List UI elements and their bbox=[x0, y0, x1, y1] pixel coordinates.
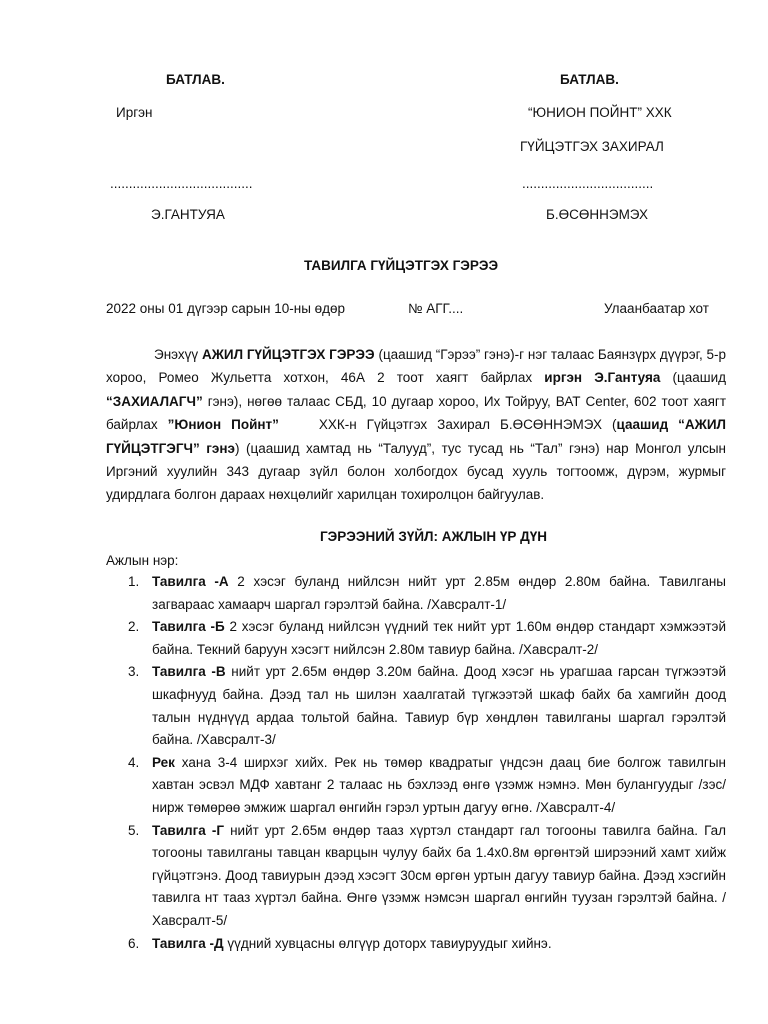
left-signature-line: ...................................... bbox=[110, 176, 253, 191]
list-item-number: 5. bbox=[128, 822, 140, 838]
left-signer-name: Э.ГАНТУЯА bbox=[151, 207, 225, 222]
list-item-name: Тавилга -А bbox=[152, 574, 229, 589]
intro-bold-client-role: “ЗАХИАЛАГЧ” bbox=[106, 393, 203, 409]
list-item-text: 2 хэсэг буланд нийлсэн үүдний тек нийт урт 1.60м өндөр стандарт хэмжээтэй байна. Текний баруун хэсэгт нийлсэн 2.80м тавиур байна. /Хавсралт-2/ bbox=[152, 619, 726, 657]
work-item-list bbox=[106, 571, 726, 955]
list-item-text: нийт урт 2.65м өндөр тааз хүртэл стандарт гал тогооны тавилга байна. Гал тогооны тавилганы тавцан кварцын чулуу байх ба 1.4х0.8м өргөнтэй ширээний хамт хийж гүйцэтгэнэ. Доод тавиурын дээд хэсэгт 30см өргөн уртын дагуу тавиур байна. Дээд хэсгийн тавилга нт тааз хүртэл байна. Өнгө үзэмж нэмсэн шаргал өнгийн туузан гэрэлтэй байна. /Хавсралт-5/ bbox=[152, 822, 727, 928]
list-item-text: нийт урт 2.65м өндөр 3.20м байна. Доод хэсэг нь урагшаа гарсан түгжээтэй шкафнууд байна. Дээд тал нь шилэн хаалгатай түгжээтэй шкаф байх ба хамгийн доод талын нүднүүд ардаа тольтой байна. Тавиур бүр хөндлөн тавилганы шаргал гэрэлтэй байна. /Хавсралт-3/ bbox=[152, 664, 726, 748]
intro-text-6: ) (цаашид хамтад нь “Талууд”, тус тусад нь “Тал” гэнэ) нар Монгол улсын Иргэний хуулийн 343 дугаар зүйл болон холбогдох бусад хууль тогтоомж, дүрэм, журмыг удирдлага болгон дараах нөхцөлийг харилцан тохиролцон байгуулав. bbox=[106, 440, 726, 503]
intro-bold-contractor-role: цаашид “АЖИЛ ГҮЙЦЭТГЭГЧ” гэнэ bbox=[106, 417, 726, 456]
intro-bold-contract: АЖИЛ ГҮЙЦЭТГЭХ ГЭРЭЭ bbox=[201, 347, 375, 362]
left-approve-heading: БАТЛАВ. bbox=[166, 72, 225, 87]
right-party-label: “ЮНИОН ПОЙНТ” ХХК bbox=[528, 105, 672, 120]
right-signer-name: Б.ӨСӨННЭМЭХ bbox=[546, 207, 649, 222]
work-label: Ажлын нэр: bbox=[106, 553, 179, 568]
intro-text-3: (цаашид bbox=[660, 370, 726, 386]
list-item-name: Тавилга -В bbox=[152, 664, 226, 680]
list-item bbox=[106, 616, 726, 661]
list-item-number: 2. bbox=[128, 619, 140, 635]
list-item-number: 1. bbox=[128, 574, 140, 589]
intro-text-2: (цаашид “Гэрээ” гэнэ)-г нэг талаас Баянзүрх дүүрэг, 5-р хороо, Ромео Жульетта хотхон, 46А 2 тоот хаягт байрлах bbox=[106, 347, 726, 386]
right-signature-line: ................................... bbox=[522, 176, 654, 191]
list-item-name: Тавилга -Б bbox=[152, 619, 225, 635]
right-position-label: ГҮЙЦЭТГЭХ ЗАХИРАЛ bbox=[520, 139, 664, 154]
list-item bbox=[106, 571, 726, 616]
contract-city: Улаанбаатар хот bbox=[604, 301, 709, 316]
right-approve-heading: БАТЛАВ. bbox=[560, 72, 619, 87]
intro-paragraph bbox=[106, 343, 726, 507]
list-item bbox=[106, 752, 726, 820]
work-items bbox=[106, 550, 726, 955]
list-item-name: Тавилга -Д bbox=[152, 935, 224, 951]
list-item-text: 2 хэсэг буланд нийлсэн нийт урт 2.85м өндөр 2.80м байна. Тавилганы загвараас хамаарч шаргал гэрэлтэй байна. /Хавсралт-1/ bbox=[152, 574, 726, 612]
list-item-number: 4. bbox=[128, 754, 140, 770]
intro-bold-client-name: иргэн Э.Гантуяа bbox=[544, 370, 661, 386]
left-party-label: Иргэн bbox=[116, 105, 153, 120]
contract-date: 2022 оны 01 дүгээр сарын 10-ны өдөр bbox=[106, 301, 346, 316]
intro-bold-company: ”Юнион Пойнт” bbox=[167, 417, 279, 433]
intro-text-5: ХХК-н Гүйцэтгэх Захирал Б.ӨСӨННЭМЭХ ( bbox=[278, 417, 617, 433]
list-item-text: хана 3-4 ширхэг хийх. Рек нь төмөр квадратыг үндсэн даац бие болгож тавилгын хавтан эсвэл МДФ хавтанг 2 талаас нь бэхлээд өнгө үзэмж нэмнэ. Мөн булангуудыг /зэс/ нирж төмөрөө эмжиж шаргал өнгийн гэрэл уртын дагуу өгнө. /Хавсралт-4/ bbox=[152, 754, 726, 815]
list-item-name: Тавилга -Г bbox=[152, 822, 224, 838]
intro-text-1: Энэхүү bbox=[154, 347, 202, 362]
list-item bbox=[106, 661, 726, 751]
intro-text-4: гэнэ), нөгөө талаас СБД, 10 дугаар хороо, Их Тойруу, ВАТ Center, 602 тоот хаягт байрлах bbox=[106, 393, 726, 433]
contract-title: ТАВИЛГА ГҮЙЦЭТГЭХ ГЭРЭЭ bbox=[304, 258, 499, 273]
contract-number: № АГГ.... bbox=[408, 301, 464, 316]
list-item bbox=[106, 820, 726, 933]
section-heading: ГЭРЭЭНИЙ ЗҮЙЛ: АЖЛЫН ҮР ДҮН bbox=[320, 529, 548, 544]
list-item-text: үүдний хувцасны өлгүүр доторх тавиуруудыг хийнэ. bbox=[223, 935, 552, 951]
list-item-number: 6. bbox=[128, 935, 140, 951]
list-item-name: Рек bbox=[152, 754, 175, 770]
list-item-number: 3. bbox=[128, 664, 140, 680]
list-item bbox=[106, 933, 726, 956]
